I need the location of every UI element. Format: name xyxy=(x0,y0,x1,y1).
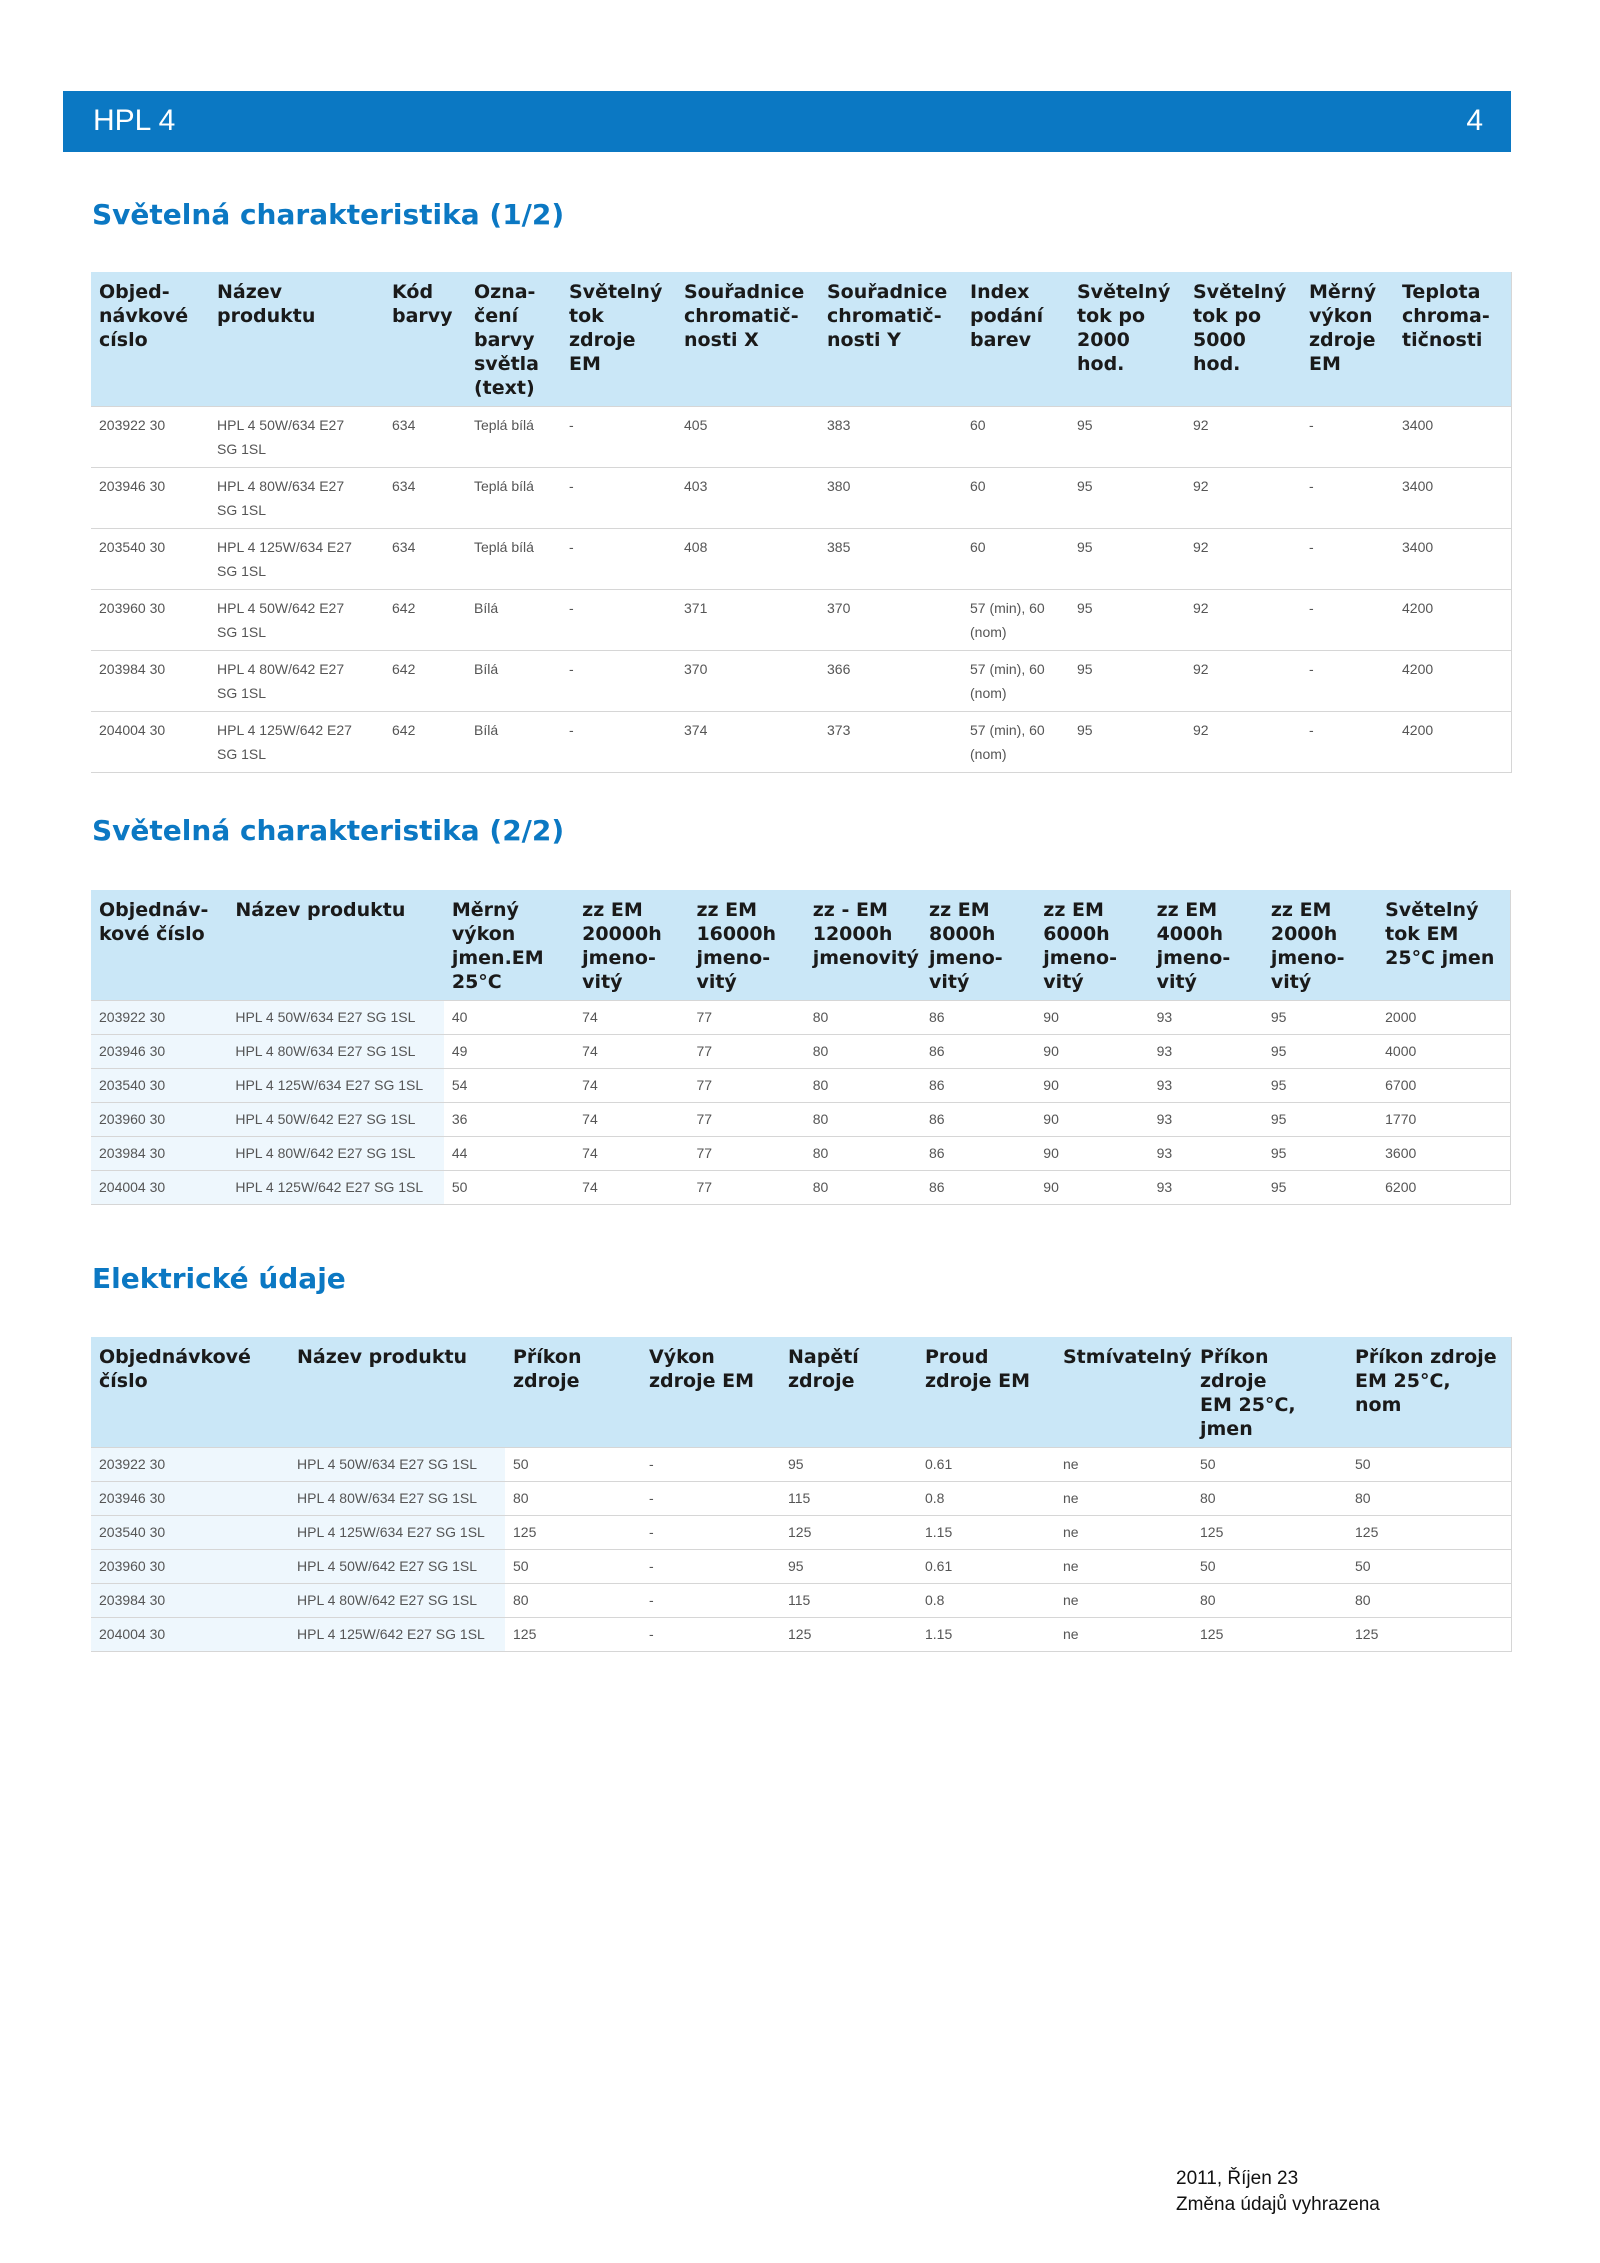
table-cell: 125 xyxy=(780,1516,917,1550)
table-cell: Teplá bílá xyxy=(466,407,561,468)
column-header: Měrný výkon zdroje EM xyxy=(1301,272,1394,407)
table-cell: - xyxy=(641,1618,780,1652)
table-cell: 203946 30 xyxy=(91,468,209,529)
column-header: zz EM 2000h jmeno- vitý xyxy=(1263,890,1377,1001)
table-cell: 86 xyxy=(921,1035,1035,1069)
table-cell: 203922 30 xyxy=(91,407,209,468)
table-cell: 86 xyxy=(921,1171,1035,1205)
column-header: Souřadnice chromatič- nosti Y xyxy=(819,272,962,407)
table-cell: 95 xyxy=(1069,468,1185,529)
table-cell: 93 xyxy=(1149,1069,1263,1103)
table-cell: 373 xyxy=(819,712,962,773)
column-header: Proud zdroje EM xyxy=(917,1337,1055,1448)
table-cell: 74 xyxy=(574,1103,688,1137)
table-cell: 50 xyxy=(1192,1448,1347,1482)
table-cell: 77 xyxy=(688,1171,804,1205)
table-cell: 74 xyxy=(574,1001,688,1035)
table-cell: 3400 xyxy=(1394,407,1511,468)
column-header: Měrný výkon jmen.EM 25°C xyxy=(444,890,574,1001)
table-cell: 204004 30 xyxy=(91,1618,289,1652)
table-row xyxy=(91,712,1511,773)
table-cell: - xyxy=(561,651,676,712)
table-cell: 80 xyxy=(805,1035,921,1069)
column-header: Název produktu xyxy=(289,1337,505,1448)
table-cell: 203960 30 xyxy=(91,590,209,651)
table-cell: 44 xyxy=(444,1137,574,1171)
table-cell: 86 xyxy=(921,1137,1035,1171)
table-cell: 3400 xyxy=(1394,529,1511,590)
table-cell: 90 xyxy=(1035,1035,1148,1069)
table-row xyxy=(91,1171,1511,1205)
column-header: Název produktu xyxy=(227,890,444,1001)
table-cell: - xyxy=(1301,468,1394,529)
table-cell: 634 xyxy=(384,407,466,468)
table-cell: 92 xyxy=(1185,468,1301,529)
table-cell: 3400 xyxy=(1394,468,1511,529)
table-cell: 80 xyxy=(805,1171,921,1205)
table-cell: 374 xyxy=(676,712,819,773)
table-cell: HPL 4 80W/634 E27 SG 1SL xyxy=(227,1035,444,1069)
table-cell: 95 xyxy=(1069,529,1185,590)
table-cell: 80 xyxy=(505,1482,641,1516)
table-cell: 371 xyxy=(676,590,819,651)
table-cell: 77 xyxy=(688,1069,804,1103)
table-cell: 115 xyxy=(780,1482,917,1516)
table-cell: 203984 30 xyxy=(91,651,209,712)
table-cell: 405 xyxy=(676,407,819,468)
table-cell: HPL 4 50W/634 E27 SG 1SL xyxy=(289,1448,505,1482)
table-cell: 77 xyxy=(688,1001,804,1035)
table-cell: - xyxy=(641,1448,780,1482)
table-cell: 86 xyxy=(921,1001,1035,1035)
table-cell: - xyxy=(1301,529,1394,590)
table-cell: 95 xyxy=(1263,1001,1377,1035)
table-cell: 95 xyxy=(1069,651,1185,712)
table-cell: 93 xyxy=(1149,1137,1263,1171)
table-cell: 93 xyxy=(1149,1035,1263,1069)
table-cell: 0.61 xyxy=(917,1550,1055,1584)
table-cell: HPL 4 80W/642 E27 SG 1SL xyxy=(289,1584,505,1618)
column-header: Souřadnice chromatič- nosti X xyxy=(676,272,819,407)
table-cell: 90 xyxy=(1035,1069,1148,1103)
table-cell: 50 xyxy=(505,1550,641,1584)
section-title-light-characteristics-1: Světelná charakteristika (1/2) xyxy=(92,198,565,231)
table-cell: 6700 xyxy=(1377,1069,1510,1103)
table-cell: 86 xyxy=(921,1069,1035,1103)
column-header: Napětí zdroje xyxy=(780,1337,917,1448)
table-cell: 366 xyxy=(819,651,962,712)
table-cell: 74 xyxy=(574,1035,688,1069)
table-cell: 92 xyxy=(1185,590,1301,651)
light-characteristics-table-2 xyxy=(91,890,1511,1205)
table-cell: 203540 30 xyxy=(91,1516,289,1550)
table-cell: HPL 4 50W/642 E27 SG 1SL xyxy=(227,1103,444,1137)
column-header: Teplota chroma- tičnosti xyxy=(1394,272,1511,407)
table-cell: 204004 30 xyxy=(91,1171,227,1205)
table-cell: - xyxy=(1301,712,1394,773)
table-cell: Teplá bílá xyxy=(466,468,561,529)
table-cell: 80 xyxy=(1347,1584,1511,1618)
table-cell: 80 xyxy=(1347,1482,1511,1516)
table-cell: - xyxy=(641,1516,780,1550)
table-cell: 642 xyxy=(384,651,466,712)
table-cell: 95 xyxy=(1069,712,1185,773)
table-cell: 80 xyxy=(805,1103,921,1137)
table-cell: HPL 4 50W/642 E27 SG 1SL xyxy=(209,590,384,651)
footer-note: Změna údajů vyhrazena xyxy=(1176,2194,1380,2215)
table-cell: 634 xyxy=(384,529,466,590)
table-cell: 40 xyxy=(444,1001,574,1035)
table-cell: HPL 4 80W/634 E27 SG 1SL xyxy=(209,468,384,529)
table-cell: 74 xyxy=(574,1069,688,1103)
table-cell: 80 xyxy=(805,1069,921,1103)
table-cell: 92 xyxy=(1185,407,1301,468)
table-cell: 383 xyxy=(819,407,962,468)
column-header: Kód barvy xyxy=(384,272,466,407)
table-cell: - xyxy=(561,590,676,651)
table-cell: 60 xyxy=(962,468,1069,529)
column-header: Stmívatelný xyxy=(1055,1337,1192,1448)
electrical-data-table xyxy=(91,1337,1512,1652)
footer-date: 2011, Říjen 23 xyxy=(1176,2168,1299,2189)
table-row xyxy=(91,1103,1511,1137)
table-cell: - xyxy=(561,529,676,590)
table-cell: HPL 4 50W/634 E27 SG 1SL xyxy=(209,407,384,468)
table-cell: 95 xyxy=(1263,1171,1377,1205)
table-cell: 125 xyxy=(1347,1618,1511,1652)
column-header: Ozna- čení barvy světla (text) xyxy=(466,272,561,407)
table-cell: 203922 30 xyxy=(91,1001,227,1035)
table-cell: 634 xyxy=(384,468,466,529)
table-cell: 203984 30 xyxy=(91,1137,227,1171)
table-cell: 95 xyxy=(1263,1035,1377,1069)
column-header: zz EM 20000h jmeno- vitý xyxy=(574,890,688,1001)
table-cell: ne xyxy=(1055,1618,1192,1652)
column-header: zz - EM 12000h jmenovitý xyxy=(805,890,921,1001)
table-row xyxy=(91,651,1511,712)
table-cell: HPL 4 125W/642 E27 SG 1SL xyxy=(289,1618,505,1652)
table-cell: 125 xyxy=(505,1516,641,1550)
table-cell: 642 xyxy=(384,712,466,773)
table-cell: 80 xyxy=(805,1001,921,1035)
table-row xyxy=(91,590,1511,651)
table-cell: 93 xyxy=(1149,1171,1263,1205)
table-cell: 203540 30 xyxy=(91,529,209,590)
table-row xyxy=(91,529,1511,590)
table-cell: 60 xyxy=(962,529,1069,590)
table-cell: 80 xyxy=(505,1584,641,1618)
table-cell: - xyxy=(561,407,676,468)
table-cell: HPL 4 80W/642 E27 SG 1SL xyxy=(209,651,384,712)
table-cell: 50 xyxy=(1347,1550,1511,1584)
table-cell: 90 xyxy=(1035,1001,1148,1035)
column-header: Příkon zdroje xyxy=(505,1337,641,1448)
table-cell: HPL 4 80W/634 E27 SG 1SL xyxy=(289,1482,505,1516)
table-header-row xyxy=(91,1337,1511,1448)
table-cell: 403 xyxy=(676,468,819,529)
table-cell: 642 xyxy=(384,590,466,651)
section-title-electrical-data: Elektrické údaje xyxy=(92,1262,346,1295)
column-header: zz EM 6000h jmeno- vitý xyxy=(1035,890,1148,1001)
column-header: Index podání barev xyxy=(962,272,1069,407)
column-header: Objednáv- kové číslo xyxy=(91,890,227,1001)
table-cell: 4200 xyxy=(1394,590,1511,651)
table-cell: 49 xyxy=(444,1035,574,1069)
table-cell: 203984 30 xyxy=(91,1584,289,1618)
table-cell: 77 xyxy=(688,1137,804,1171)
table-cell: - xyxy=(1301,590,1394,651)
table-cell: Bílá xyxy=(466,712,561,773)
table-cell: HPL 4 125W/634 E27 SG 1SL xyxy=(209,529,384,590)
table-cell: 125 xyxy=(505,1618,641,1652)
table-cell: ne xyxy=(1055,1482,1192,1516)
table-cell: ne xyxy=(1055,1584,1192,1618)
table-cell: 77 xyxy=(688,1103,804,1137)
page-number: 4 xyxy=(1466,104,1483,137)
table-cell: 125 xyxy=(1192,1618,1347,1652)
table-cell: HPL 4 80W/642 E27 SG 1SL xyxy=(227,1137,444,1171)
table-cell: 92 xyxy=(1185,651,1301,712)
table-row xyxy=(91,1069,1511,1103)
table-cell: - xyxy=(1301,407,1394,468)
table-cell: HPL 4 125W/642 E27 SG 1SL xyxy=(227,1171,444,1205)
table-row xyxy=(91,1584,1511,1618)
column-header: Příkon zdroje EM 25°C, jmen xyxy=(1192,1337,1347,1448)
table-cell: ne xyxy=(1055,1516,1192,1550)
column-header: Objed- návkové císlo xyxy=(91,272,209,407)
table-cell: 125 xyxy=(1347,1516,1511,1550)
table-cell: 92 xyxy=(1185,529,1301,590)
table-cell: 204004 30 xyxy=(91,712,209,773)
table-row xyxy=(91,407,1511,468)
table-cell: HPL 4 125W/634 E27 SG 1SL xyxy=(227,1069,444,1103)
table-cell: - xyxy=(641,1550,780,1584)
table-cell: 86 xyxy=(921,1103,1035,1137)
table-cell: 95 xyxy=(1069,590,1185,651)
column-header: Světelný tok po 2000 hod. xyxy=(1069,272,1185,407)
table-row xyxy=(91,1001,1511,1035)
table-cell: 95 xyxy=(1069,407,1185,468)
table-row xyxy=(91,1516,1511,1550)
table-cell: 80 xyxy=(1192,1584,1347,1618)
table-cell: 125 xyxy=(1192,1516,1347,1550)
table-cell: 4200 xyxy=(1394,651,1511,712)
table-row xyxy=(91,1448,1511,1482)
table-cell: - xyxy=(641,1482,780,1516)
table-cell: 0.8 xyxy=(917,1584,1055,1618)
table-cell: ne xyxy=(1055,1550,1192,1584)
table-cell: 4000 xyxy=(1377,1035,1510,1069)
table-cell: 203960 30 xyxy=(91,1550,289,1584)
table-cell: 203960 30 xyxy=(91,1103,227,1137)
table-cell: 408 xyxy=(676,529,819,590)
table-row xyxy=(91,1550,1511,1584)
table-row xyxy=(91,1137,1511,1171)
column-header: Světelný tok zdroje EM xyxy=(561,272,676,407)
light-characteristics-table-1 xyxy=(91,272,1512,773)
table-cell: Bílá xyxy=(466,590,561,651)
table-cell: 203946 30 xyxy=(91,1482,289,1516)
table-cell: 50 xyxy=(1192,1550,1347,1584)
table-row xyxy=(91,1618,1511,1652)
table-cell: 50 xyxy=(1347,1448,1511,1482)
table-cell: 3600 xyxy=(1377,1137,1510,1171)
table-cell: HPL 4 50W/634 E27 SG 1SL xyxy=(227,1001,444,1035)
table-cell: 95 xyxy=(1263,1137,1377,1171)
section-title-light-characteristics-2: Světelná charakteristika (2/2) xyxy=(92,814,565,847)
table-cell: Bílá xyxy=(466,651,561,712)
table-cell: 1770 xyxy=(1377,1103,1510,1137)
table-cell: 2000 xyxy=(1377,1001,1510,1035)
table-header-row xyxy=(91,890,1511,1001)
table-cell: 50 xyxy=(444,1171,574,1205)
table-cell: - xyxy=(561,468,676,529)
table-cell: HPL 4 50W/642 E27 SG 1SL xyxy=(289,1550,505,1584)
table-cell: 203946 30 xyxy=(91,1035,227,1069)
table-cell: 4200 xyxy=(1394,712,1511,773)
table-cell: 57 (min), 60 (nom) xyxy=(962,651,1069,712)
table-cell: 6200 xyxy=(1377,1171,1510,1205)
table-cell: 36 xyxy=(444,1103,574,1137)
column-header: Výkon zdroje EM xyxy=(641,1337,780,1448)
table-cell: Teplá bílá xyxy=(466,529,561,590)
table-cell: HPL 4 125W/634 E27 SG 1SL xyxy=(289,1516,505,1550)
table-cell: 370 xyxy=(676,651,819,712)
column-header: Příkon zdroje EM 25°C, nom xyxy=(1347,1337,1511,1448)
table-cell: 125 xyxy=(780,1618,917,1652)
table-cell: 80 xyxy=(805,1137,921,1171)
column-header: Světelný tok po 5000 hod. xyxy=(1185,272,1301,407)
table-cell: 54 xyxy=(444,1069,574,1103)
table-cell: 90 xyxy=(1035,1171,1148,1205)
table-cell: 74 xyxy=(574,1171,688,1205)
table-cell: 1.15 xyxy=(917,1516,1055,1550)
table-cell: 115 xyxy=(780,1584,917,1618)
table-cell: - xyxy=(561,712,676,773)
table-cell: 370 xyxy=(819,590,962,651)
column-header: zz EM 8000h jmeno- vitý xyxy=(921,890,1035,1001)
table-row xyxy=(91,468,1511,529)
table-cell: 1.15 xyxy=(917,1618,1055,1652)
table-cell: 60 xyxy=(962,407,1069,468)
table-cell: 57 (min), 60 (nom) xyxy=(962,712,1069,773)
table-cell: 90 xyxy=(1035,1137,1148,1171)
table-cell: 92 xyxy=(1185,712,1301,773)
table-cell: ne xyxy=(1055,1448,1192,1482)
table-cell: 380 xyxy=(819,468,962,529)
table-cell: 95 xyxy=(1263,1103,1377,1137)
column-header: zz EM 16000h jmeno- vitý xyxy=(688,890,804,1001)
table-cell: HPL 4 125W/642 E27 SG 1SL xyxy=(209,712,384,773)
table-cell: 0.8 xyxy=(917,1482,1055,1516)
column-header: Světelný tok EM 25°C jmen xyxy=(1377,890,1510,1001)
table-cell: 90 xyxy=(1035,1103,1148,1137)
table-cell: 95 xyxy=(1263,1069,1377,1103)
table-cell: 203922 30 xyxy=(91,1448,289,1482)
document-title: HPL 4 xyxy=(93,104,176,137)
column-header: Objednávkové číslo xyxy=(91,1337,289,1448)
column-header: zz EM 4000h jmeno- vitý xyxy=(1149,890,1263,1001)
table-cell: 385 xyxy=(819,529,962,590)
table-header-row xyxy=(91,272,1511,407)
table-cell: - xyxy=(641,1584,780,1618)
table-cell: 93 xyxy=(1149,1001,1263,1035)
table-cell: 80 xyxy=(1192,1482,1347,1516)
table-cell: 95 xyxy=(780,1448,917,1482)
table-cell: 74 xyxy=(574,1137,688,1171)
table-cell: 93 xyxy=(1149,1103,1263,1137)
table-cell: 203540 30 xyxy=(91,1069,227,1103)
table-cell: 50 xyxy=(505,1448,641,1482)
table-row xyxy=(91,1482,1511,1516)
table-cell: 0.61 xyxy=(917,1448,1055,1482)
table-cell: 57 (min), 60 (nom) xyxy=(962,590,1069,651)
column-header: Název produktu xyxy=(209,272,384,407)
table-cell: - xyxy=(1301,651,1394,712)
footer xyxy=(1176,2166,1380,2218)
table-cell: 77 xyxy=(688,1035,804,1069)
document-header-bar xyxy=(63,91,1511,152)
table-cell: 95 xyxy=(780,1550,917,1584)
table-row xyxy=(91,1035,1511,1069)
